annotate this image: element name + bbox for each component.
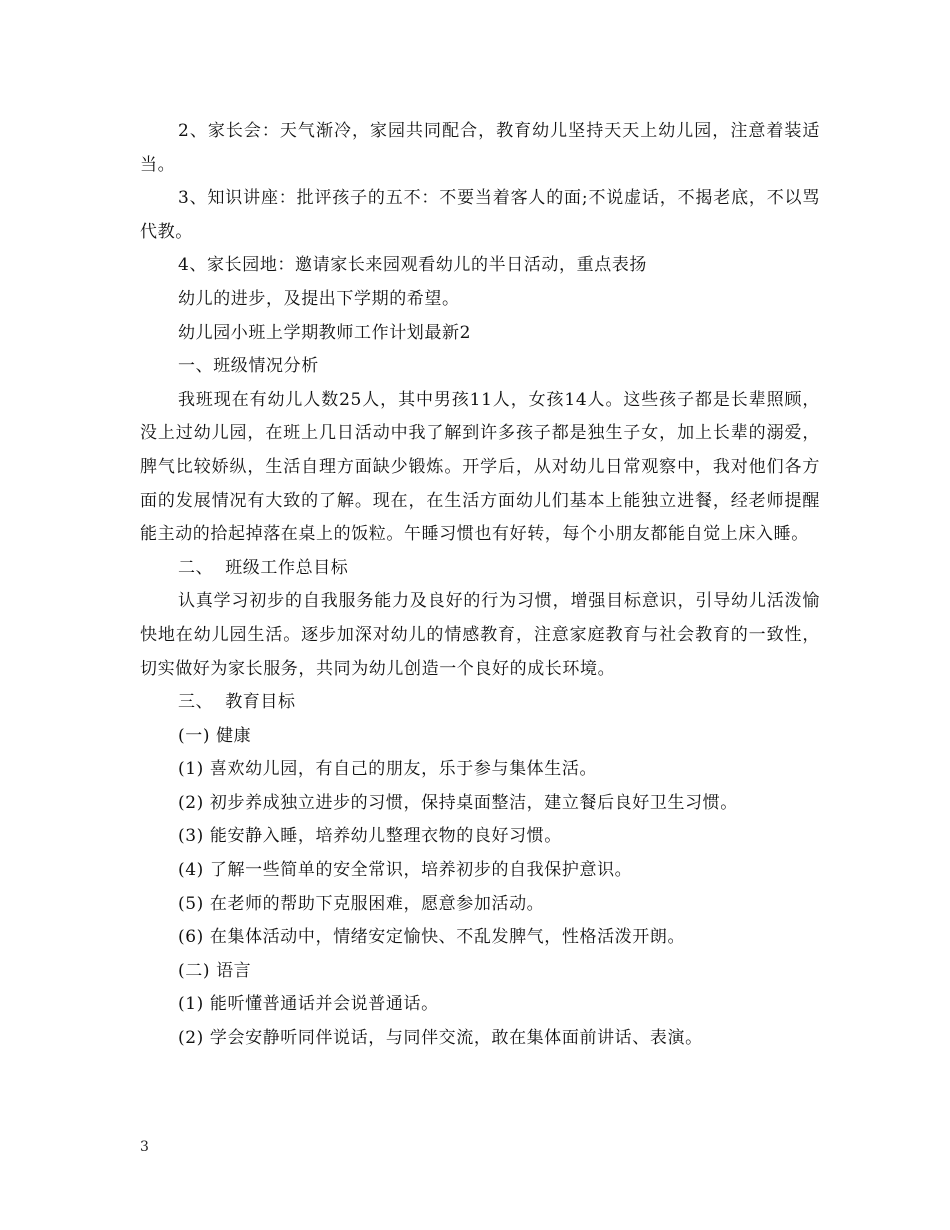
- paragraph-class-analysis: 我班现在有幼儿人数25人，其中男孩11人，女孩14人。这些孩子都是长辈照顾，没上过幼儿园，在班上几日活动中我了解到许多孩子都是独生子女，加上长辈的溺爱，脾气比较娇纵，生活自理方面缺少锻炼。开学后，从对幼儿日常观察中，我对他们各方面的发展情况有大致的了解。现在，在生活方面幼儿们基本上能独立进餐，经老师提醒能主动的拾起掉落在桌上的饭粒。午睡习惯也有好转，每个小朋友都能自觉上床入睡。: [140, 389, 820, 545]
- list-item-health-6: (6) 在集体活动中，情绪安定愉快、不乱发脾气，性格活泼开朗。: [178, 927, 686, 948]
- list-item-health-1: (1) 喜欢幼儿园，有自己的朋友，乐于参与集体生活。: [178, 759, 598, 780]
- paragraph-parent-garden-continued: 幼儿的进步，及提出下学期的希望。: [178, 288, 460, 309]
- page-number: 3: [140, 1139, 149, 1155]
- paragraph-parent-meeting: 2、家长会：天气渐冷，家园共同配合，教育幼儿坚持天天上幼儿园，注意着装适当。: [140, 121, 820, 175]
- section-title-plan-2: 幼儿园小班上学期教师工作计划最新2: [178, 322, 472, 343]
- document-body: [140, 115, 820, 1056]
- list-item-health-3: (3) 能安静入睡，培养幼儿整理衣物的良好习惯。: [178, 826, 562, 847]
- list-item-language-1: (1) 能听懂普通话并会说普通话。: [178, 994, 439, 1015]
- subheading-language: (二) 语言: [178, 960, 252, 981]
- list-item-health-2: (2) 初步养成独立进步的习惯，保持桌面整洁，建立餐后良好卫生习惯。: [178, 792, 738, 813]
- heading-overall-goals: 二、 班级工作总目标: [178, 557, 349, 578]
- paragraph-knowledge-lecture: 3、知识讲座：批评孩子的五不：不要当着客人的面;不说虚话，不揭老底，不以骂代教。: [140, 188, 820, 242]
- heading-education-goals: 三、 教育目标: [178, 692, 296, 713]
- heading-class-analysis: 一、班级情况分析: [178, 356, 319, 377]
- paragraph-parent-garden: 4、家长园地：邀请家长来园观看幼儿的半日活动，重点表扬: [178, 255, 648, 276]
- list-item-health-4: (4) 了解一些简单的安全常识，培养初步的自我保护意识。: [178, 860, 633, 881]
- subheading-health: (一) 健康: [178, 725, 252, 746]
- list-item-language-2: (2) 学会安静听同伴说话，与同伴交流，敢在集体面前讲话、表演。: [178, 1028, 703, 1049]
- list-item-health-5: (5) 在老师的帮助下克服困难，愿意参加活动。: [178, 893, 545, 914]
- paragraph-overall-goals: 认真学习初步的自我服务能力及良好的行为习惯，增强目标意识，引导幼儿活泼愉快地在幼儿园生活。逐步加深对幼儿的情感教育，注意家庭教育与社会教育的一致性，切实做好为家长服务，共同为幼儿创造一个良好的成长环境。: [140, 591, 820, 679]
